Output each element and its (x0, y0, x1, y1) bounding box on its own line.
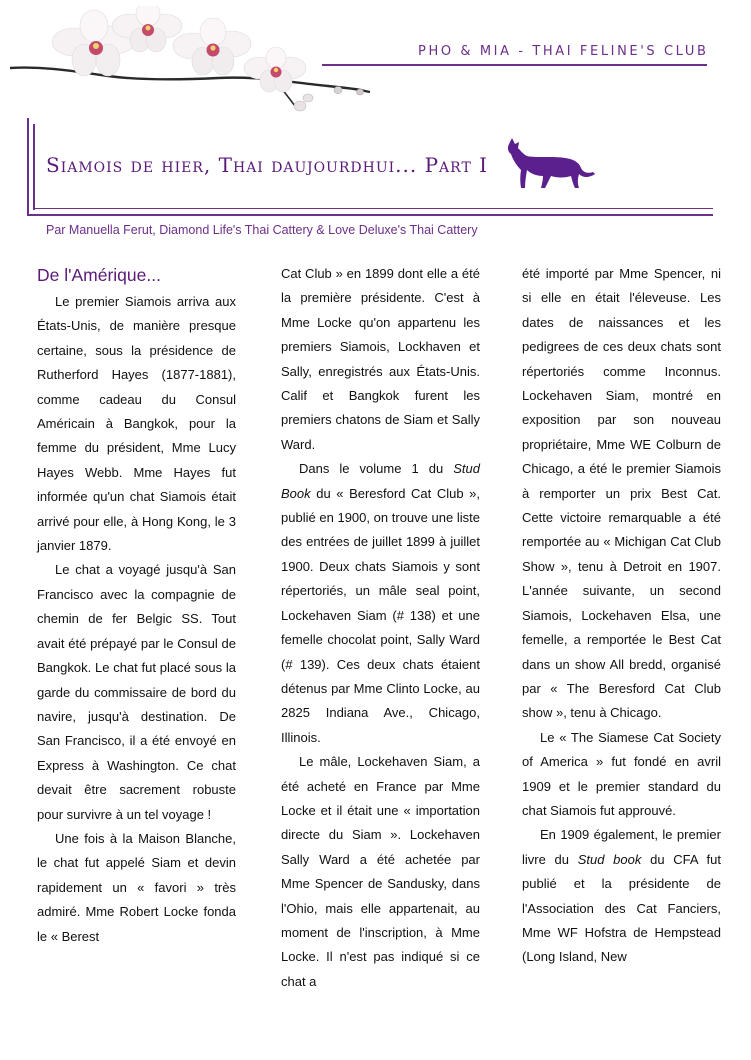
cat-silhouette-icon (505, 138, 597, 190)
paragraph-text: Dans le volume 1 du (299, 461, 454, 477)
article-column-3 (522, 262, 721, 970)
title-frame-bottom-outer (27, 214, 713, 216)
paragraph: Le mâle, Lockehaven Siam, a été acheté en France par Mme Locke et il était une « importation directe du Siam ». Lockehaven Sally Ward a été achetée par Mme Spencer de Sandusky, dans l'Ohio, mais elle appartenait, au moment de l'inscription, à Mme Locke. Il n'est pas indiqué si ce chat a (281, 754, 480, 989)
paragraph (522, 823, 721, 969)
title-frame-left-inner (33, 124, 35, 210)
title-frame-bottom-inner (33, 208, 713, 209)
paragraph: Une fois à la Maison Blanche, le chat fut appelé Siam et devin rapidement un « favori » très admiré. Mme Robert Locke fonda le « Berest (37, 830, 236, 944)
paragraph-text: du « Beresford Cat Club », publié en 1900, on trouve une liste des entrées de juillet 1899 à juillet 1900. Deux chats Siamois y sont répertoriés, un mâle seal point, Lockehaven Siam (# 138) et une femelle chocolat point, Sally Ward (# 139). Ces deux chats étaient détenus par Mme Clinto Locke, au 2825 Indiana Ave., Chicago, Illinois. (281, 485, 480, 745)
paragraph-text: En 1909 également, le premier livre du (522, 827, 721, 867)
paragraph-text: du CFA fut publié et la présidente de l'Association des Cat Fanciers, Mme WF Hofstra de Hempstead (Long Island, New (522, 851, 721, 965)
book-title-italic: Stud book (577, 851, 642, 867)
section-heading: De l'Amérique... (37, 265, 161, 285)
paragraph: Le premier Siamois arriva aux États-Unis, de manière presque certaine, sous la présidence de Rutherford Hayes (1877-1881), comme cadeau du Consul Américain à Bangkok, pour la femme du président, Mme Lucy Hayes Webb. Mme Hayes fut informée qu'un chat Siamois était arrivé pour elle, à Hong Kong, le 3 janvier 1879. (37, 294, 236, 554)
byline: Par Manuella Ferut, Diamond Life's Thai Cattery & Love Deluxe's Thai Cattery (46, 223, 478, 237)
article-column-2 (281, 262, 480, 994)
article-column-1 (37, 262, 236, 949)
paragraph: été importé par Mme Spencer, ni si elle en était l'éleveuse. Les dates de naissances et les pedigrees de ces deux chats sont répertoriés comme Inconnus. Lockehaven Siam, montré en exposition par son nouveau propriétaire, Mme WE Colburn de Chicago, a été le premier Siamois à remporter un prix Best Cat. Cette victoire remarquable a été remportée au « Michigan Cat Club Show », tenu à Detroit en 1907. L'année suivante, un second Siamois, Lockehaven Elsa, une femelle, a remportée le Best Cat dans un show All bredd, organisé par « The Beresford Cat Club show », tenu à Chicago. (522, 266, 721, 721)
header-divider (322, 64, 707, 66)
paragraph: Cat Club » en 1899 dont elle a été la première présidente. C'est à Mme Locke qu'on appartenu les premiers Siamois, Lockhaven et Sally, enregistrés aux États-Unis. Calif et Bangkok furent les premiers chatons de Siam et Sally Ward. (281, 266, 480, 452)
paragraph: Le « The Siamese Cat Society of America » fut fondé en avril 1909 et le premier standard du chat Siamois fut approuvé. (522, 729, 721, 818)
club-name: PHO & MIA - THAI FELINE'S CLUB (418, 44, 709, 59)
article-title: Siamois de hier, Thai daujourdhui... Part I (46, 153, 489, 177)
book-title-italic: Stud Book (281, 461, 480, 501)
paragraph (281, 457, 480, 750)
paragraph: Le chat a voyagé jusqu'à San Francisco avec la compagnie de chemin de fer Belgic SS. Tout avait été prépayé par le Consul de Bangkok. Le chat fut placé sous la garde du commissaire de bord du navire, jusqu'à destination. De San Francisco, il a été envoyé en Express à Washington. Ce chat devait être sacrement robuste pour survivre à un tel voyage ! (37, 562, 236, 822)
title-frame-left-outer (27, 118, 29, 216)
